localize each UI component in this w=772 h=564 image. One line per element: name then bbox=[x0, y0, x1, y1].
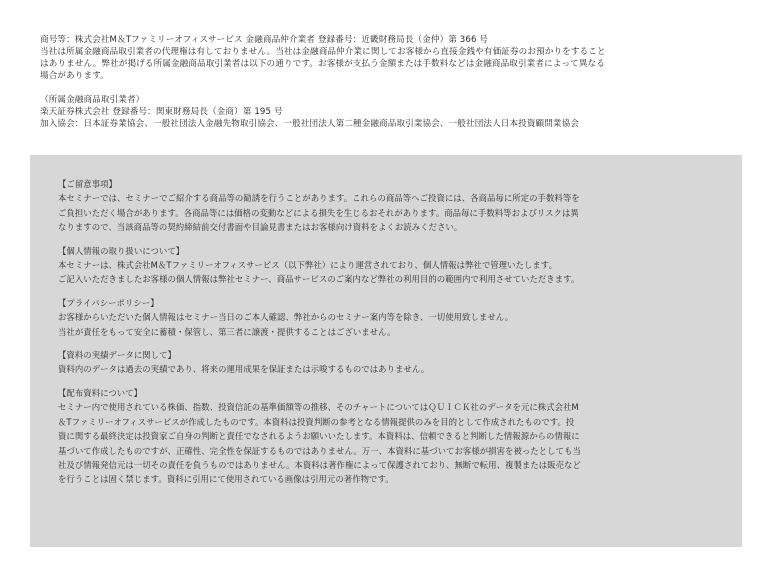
agency-statement-line: はありません。弊社が掲げる所属金融商品取引業者は以下の通りです。お客様が支払う金額または手数料などは金融商品取引業者によって異なる bbox=[40, 59, 605, 69]
materials-section bbox=[58, 386, 718, 487]
section-line: 資料内のデータは過去の実績であり、将来の運用成果を保証または示唆するものではありません。 bbox=[58, 364, 430, 375]
section-line: セミナー内で使用されている株価、指数、投資信託の基準価額等の推移、そのチャートについてはＱＵＩＣＫ社のデータを元に株式会社M bbox=[58, 402, 579, 413]
caution-section bbox=[58, 177, 718, 235]
notice-box bbox=[30, 155, 742, 547]
personal-info-section bbox=[58, 244, 718, 287]
section-line: ご記入いただきましたお客様の個人情報は弊社セミナー、商品サービスのご案内など弊社の利用目的の範囲内で利用させていただきます。 bbox=[58, 274, 580, 285]
section-line: 当社が責任をもって安全に蓄積・保管し、第三者に譲渡・提供することはございません。 bbox=[58, 326, 396, 337]
section-title: 【個人情報の取り扱いについて】 bbox=[58, 245, 185, 256]
section-title: 【配布資料について】 bbox=[58, 387, 143, 398]
section-line: を行うことは固く禁じます。資料に引用にて使用されている画像は引用元の著作物です。 bbox=[58, 474, 394, 485]
section-title: 【ご留意事項】 bbox=[58, 179, 117, 189]
section-title: 【資料の実績データに関して】 bbox=[58, 350, 176, 361]
section-line: 資に関する最終決定は投資家ご自身の判断と責任でなされるようお願いいたします。本資料は、信頼できると判断した情報源からの情報に bbox=[58, 431, 580, 442]
section-line: お客様からいただいた個人情報はセミナー当日のご本人確認、弊社からのセミナー案内等を除き、一切使用致しません。 bbox=[58, 312, 514, 323]
agency-statement-line: 場合があります。 bbox=[40, 71, 109, 81]
section-line: 本セミナーでは、セミナーでご紹介する商品等の勧誘を行うことがあります。これらの商品等へご投資には、各商品毎に所定の手数料等を bbox=[58, 193, 580, 204]
agency-statement-line: 当社は所属金融商品取引業者の代理権は有しておりません。当社は金融商品仲介業に関してお客様から直接金銭や有価証券のお預かりをすること bbox=[40, 47, 606, 57]
section-title: 【プライバシーポリシー】 bbox=[58, 297, 159, 308]
performance-data-section bbox=[58, 348, 718, 377]
section-line: 本セミナーは、株式会社M＆Tファミリーオフィスサービス（以下弊社）により運営されており、個人情報は弊社で管理いたします。 bbox=[58, 260, 557, 271]
affiliation-registration: 楽天証券株式会社 登録番号：関東財務局長（金商）第 195 号 bbox=[40, 107, 283, 117]
affiliation-heading: （所属金融商品取引業者） bbox=[40, 95, 145, 105]
company-disclosure bbox=[40, 34, 740, 130]
section-line: ご負担いただく場合があります。各商品等には価格の変動などによる損失を生じるおそれがあります。商品毎に手数料等およびリスクは異 bbox=[58, 207, 579, 218]
section-line: ＆Tファミリーオフィスサービスが作成したものです。本資料は投資判断の参考となる情報提供のみを目的として作成されたものです。投 bbox=[58, 416, 575, 427]
privacy-policy-section bbox=[58, 296, 718, 339]
section-line: 基づいて作成したものですが、正確性、完全性を保証するものではありません。万一、本資料に基づいてお客様が損害を被ったとしても当 bbox=[58, 445, 581, 456]
spacer bbox=[40, 82, 740, 94]
section-line: 社及び情報発信元は一切その責任を負うものではありません。本資料は著作権によって保護されており、無断で転用、複製または販売など bbox=[58, 459, 581, 470]
trade-name-line: 商号等：株式会社M＆Tファミリーオフィスサービス 金融商品仲介業者 登録番号：近畿財務局長（金仲）第 366 号 bbox=[40, 35, 489, 45]
member-associations: 加入協会：日本証券業協会、一般社団法人金融先物取引協会、一般社団法人第二種金融商品取引業協会、一般社団法人日本投資顧問業協会 bbox=[40, 119, 580, 129]
section-line: なりますので、当該商品等の契約締結前交付書面や目論見書またはお客様向け資料をよくお読みください。 bbox=[58, 222, 463, 233]
